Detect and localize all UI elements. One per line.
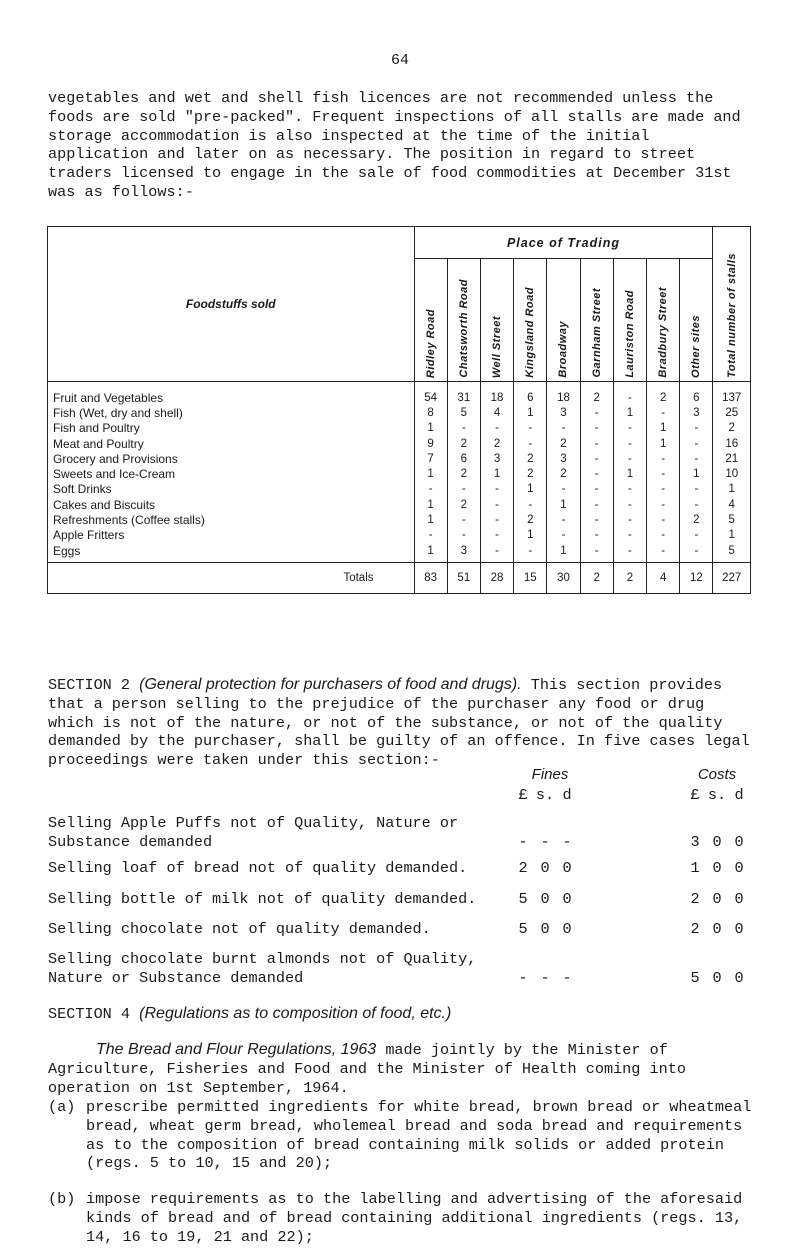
count-cell: - [580,451,613,466]
row-total-cell: 1 [713,528,751,543]
fines-pence-unit: d [562,786,572,804]
column-header: Kingsland Road [514,259,547,382]
foodstuff-label: Meat and Poultry [48,436,415,451]
count-cell: 6 [447,451,480,466]
cost-amount: 2 [690,890,700,908]
cost-amount: 0 [712,833,722,851]
count-cell: 2 [447,497,480,512]
fine-amount: - [540,833,550,851]
count-cell: - [647,512,680,527]
count-cell: 18 [480,390,513,405]
fines-pound-unit: £ [518,786,528,804]
column-header: Other sites [680,259,713,382]
count-cell: - [580,512,613,527]
foodstuff-label: Refreshments (Coffee stalls) [48,512,415,527]
count-cell: 2 [447,466,480,481]
count-cell: - [447,482,480,497]
case-description: Selling bottle of milk not of quality demanded. [48,890,477,908]
section-2 [48,676,752,770]
table-row [48,482,751,497]
count-cell: - [480,528,513,543]
count-cell: - [647,405,680,420]
column-header: Broadway [547,259,580,382]
fine-amount: - [518,833,528,851]
count-cell: - [580,482,613,497]
count-cell: 1 [613,405,646,420]
count-cell: - [580,421,613,436]
count-cell: - [580,405,613,420]
count-cell: - [514,543,547,563]
fine-amount: 0 [540,859,550,877]
count-cell: - [647,451,680,466]
cost-amount: 2 [690,920,700,938]
fine-amount: 0 [562,859,572,877]
count-cell: 3 [480,451,513,466]
total-cell: 83 [414,563,447,594]
column-header: Well Street [480,259,513,382]
count-cell: - [480,482,513,497]
section-4-subtitle: (Regulations as to composition of food, etc.) [139,1005,452,1022]
fine-amount: 0 [562,890,572,908]
count-cell: - [613,390,646,405]
count-cell: 1 [547,497,580,512]
total-cell: 51 [447,563,480,594]
column-header: Bradbury Street [647,259,680,382]
foodstuff-label: Cakes and Biscuits [48,497,415,512]
total-stalls-header: Total number of stalls [713,227,751,382]
count-cell: - [647,543,680,563]
count-cell: - [680,421,713,436]
cost-amount: 0 [734,859,744,877]
case-description: Selling loaf of bread not of quality demanded. [48,859,468,877]
fine-amount: - [518,969,528,987]
count-cell: - [547,421,580,436]
count-cell: - [447,528,480,543]
costs-shilling-unit: s. [707,786,727,804]
cost-amount: 0 [712,969,722,987]
count-cell: - [514,421,547,436]
fine-amount: 5 [518,920,528,938]
count-cell: - [414,528,447,543]
place-of-trading-header: Place of Trading [414,227,713,259]
row-total-cell: 137 [713,390,751,405]
count-cell: - [680,528,713,543]
count-cell: 2 [680,512,713,527]
count-cell: - [647,528,680,543]
count-cell: 7 [414,451,447,466]
foodstuff-label: Grocery and Provisions [48,451,415,466]
foodstuff-label: Eggs [48,543,415,563]
cost-amount: 1 [690,859,700,877]
case-description: Selling Apple Puffs not of Quality, Nature or [48,814,459,832]
cost-amount: 0 [712,890,722,908]
count-cell: 9 [414,436,447,451]
fine-amount: - [540,969,550,987]
count-cell: - [680,543,713,563]
foodstuffs-header: Foodstuffs sold [48,227,415,382]
fine-amount: 0 [540,890,550,908]
count-cell: 2 [514,451,547,466]
count-cell: 1 [480,466,513,481]
count-cell: 8 [414,405,447,420]
count-cell: - [580,528,613,543]
costs-header: Costs [697,766,737,783]
case-description: Selling chocolate not of quality demanded. [48,920,431,938]
section-2-heading: SECTION 2 [48,676,131,694]
count-cell: 1 [647,421,680,436]
table-row [48,512,751,527]
count-cell: - [514,497,547,512]
count-cell: 54 [414,390,447,405]
costs-pence-unit: d [734,786,744,804]
table-row [48,421,751,436]
totals-label: Totals [48,563,415,594]
count-cell: - [480,543,513,563]
section-4-heading: SECTION 4 [48,1005,131,1023]
section-4-body [48,1041,752,1097]
foodstuff-label: Soft Drinks [48,482,415,497]
table-row [48,528,751,543]
table-row [48,405,751,420]
list-item-a [48,1098,752,1173]
count-cell: - [447,512,480,527]
cost-amount: 3 [690,833,700,851]
row-total-cell: 25 [713,405,751,420]
foodstuff-label: Fruit and Vegetables [48,390,415,405]
count-cell: 1 [514,405,547,420]
fines-table [48,766,752,986]
count-cell: 1 [547,543,580,563]
row-total-cell: 5 [713,543,751,563]
fine-amount: 0 [562,920,572,938]
table-row [48,466,751,481]
count-cell: - [514,436,547,451]
cost-amount: 5 [690,969,700,987]
column-header: Chatsworth Road [447,259,480,382]
count-cell: 1 [613,466,646,481]
cost-amount: 0 [712,920,722,938]
count-cell: - [613,482,646,497]
list-marker: (b) [48,1190,76,1208]
row-total-cell: 1 [713,482,751,497]
count-cell: - [680,436,713,451]
count-cell: 1 [514,482,547,497]
list-text: prescribe permitted ingredients for white bread, brown bread or wheatmeal bread, wheat germ bread, wholemeal bread and soda bread and requirements as to the composition of bread containing milk solids or added protein (regs. 5 to 10, 15 and 20); [86,1098,752,1173]
row-total-cell: 21 [713,451,751,466]
count-cell: - [547,528,580,543]
count-cell: - [613,497,646,512]
count-cell: 2 [547,466,580,481]
count-cell: - [480,421,513,436]
list-text: impose requirements as to the labelling and advertising of the aforesaid kinds of bread and of bread containing additional ingredients (regs. 13, 14, 16 to 19, 21 and 22); [86,1190,743,1246]
count-cell: - [580,543,613,563]
column-header: Lauriston Road [613,259,646,382]
count-cell: 18 [547,390,580,405]
total-cell: 227 [713,563,751,594]
section-4 [48,1005,752,1024]
count-cell: 3 [447,543,480,563]
count-cell: 2 [547,436,580,451]
total-cell: 2 [580,563,613,594]
count-cell: - [447,421,480,436]
cost-amount: 0 [712,859,722,877]
row-total-cell: 5 [713,512,751,527]
count-cell: 2 [447,436,480,451]
row-total-cell: 16 [713,436,751,451]
count-cell: 2 [514,512,547,527]
count-cell: - [613,512,646,527]
case-description: Selling chocolate burnt almonds not of Quality, [48,950,477,968]
section-4-text: made jointly by the Minister of Agriculture, Fisheries and Food and the Minister of Health coming into operation on 1st September, 1964. [48,1041,686,1097]
count-cell: 1 [414,421,447,436]
total-cell: 12 [680,563,713,594]
case-description-cont: Nature or Substance demanded [48,969,304,987]
street-traders-table [47,226,751,594]
costs-pound-unit: £ [690,786,700,804]
fine-amount: 5 [518,890,528,908]
total-cell: 2 [613,563,646,594]
intro-paragraph: vegetables and wet and shell fish licences are not recommended unless the foods are sold "pre-packed". Frequent inspections of all stalls are made and storage accommodation is also inspected at the time of the initial application and later on as necessary. The position in regard to street traders licensed to engage in the sale of food commodities at December 31st was as follows:- [48,89,741,201]
count-cell: - [647,466,680,481]
count-cell: 1 [414,512,447,527]
fine-amount: - [562,969,572,987]
count-cell: - [580,466,613,481]
row-total-cell: 10 [713,466,751,481]
table-row [48,543,751,563]
row-total-cell: 4 [713,497,751,512]
count-cell: 6 [514,390,547,405]
total-cell: 15 [514,563,547,594]
cost-amount: 0 [734,890,744,908]
count-cell: 2 [514,466,547,481]
foodstuff-label: Sweets and Ice-Cream [48,466,415,481]
fines-header: Fines [531,766,569,783]
count-cell: 1 [514,528,547,543]
count-cell: 2 [647,390,680,405]
count-cell: 3 [547,451,580,466]
count-cell: - [613,528,646,543]
count-cell: - [414,482,447,497]
count-cell: 2 [580,390,613,405]
table-row [48,390,751,405]
count-cell: 3 [680,405,713,420]
count-cell: 5 [447,405,480,420]
table-row [48,436,751,451]
case-description-cont: Substance demanded [48,833,213,851]
count-cell: - [613,543,646,563]
fine-amount: 0 [540,920,550,938]
foodstuff-label: Fish and Poultry [48,421,415,436]
fine-amount: 2 [518,859,528,877]
row-total-cell: 2 [713,421,751,436]
total-cell: 28 [480,563,513,594]
table-row [48,497,751,512]
fine-amount: - [562,833,572,851]
list-item-b [48,1190,752,1246]
foodstuff-label: Apple Fritters [48,528,415,543]
column-header: Garnham Street [580,259,613,382]
count-cell: 1 [414,497,447,512]
count-cell: 2 [480,436,513,451]
table-row [48,451,751,466]
count-cell: - [613,421,646,436]
count-cell: 1 [680,466,713,481]
count-cell: 1 [647,436,680,451]
section-2-text: This section provides that a person selling to the prejudice of the purchaser any food or drug which is not of the nature, or not of the substance, or not of the quality demanded by the purchaser, shall be guilty of an offence. In five cases legal proceedings were taken under this section:- [48,676,750,770]
count-cell: - [680,482,713,497]
count-cell: - [680,451,713,466]
count-cell: 4 [480,405,513,420]
count-cell: - [613,436,646,451]
cost-amount: 0 [734,969,744,987]
total-cell: 30 [547,563,580,594]
section-2-subtitle: (General protection for purchasers of food and drugs). [139,676,522,693]
count-cell: 31 [447,390,480,405]
count-cell: 1 [414,466,447,481]
count-cell: - [547,512,580,527]
cost-amount: 0 [734,833,744,851]
column-header: Ridley Road [414,259,447,382]
count-cell: - [480,497,513,512]
total-cell: 4 [647,563,680,594]
page-number: 64 [390,52,409,69]
count-cell: - [647,497,680,512]
foodstuff-label: Fish (Wet, dry and shell) [48,405,415,420]
count-cell: - [647,482,680,497]
totals-row [48,563,751,594]
count-cell: - [480,512,513,527]
fines-shilling-unit: s. [535,786,555,804]
list-marker: (a) [48,1098,76,1116]
count-cell: 1 [414,543,447,563]
cost-amount: 0 [734,920,744,938]
count-cell: - [680,497,713,512]
regulations-title: The Bread and Flour Regulations, 1963 [96,1041,377,1058]
count-cell: 3 [547,405,580,420]
count-cell: - [547,482,580,497]
count-cell: - [580,436,613,451]
count-cell: 6 [680,390,713,405]
count-cell: - [613,451,646,466]
count-cell: - [580,497,613,512]
